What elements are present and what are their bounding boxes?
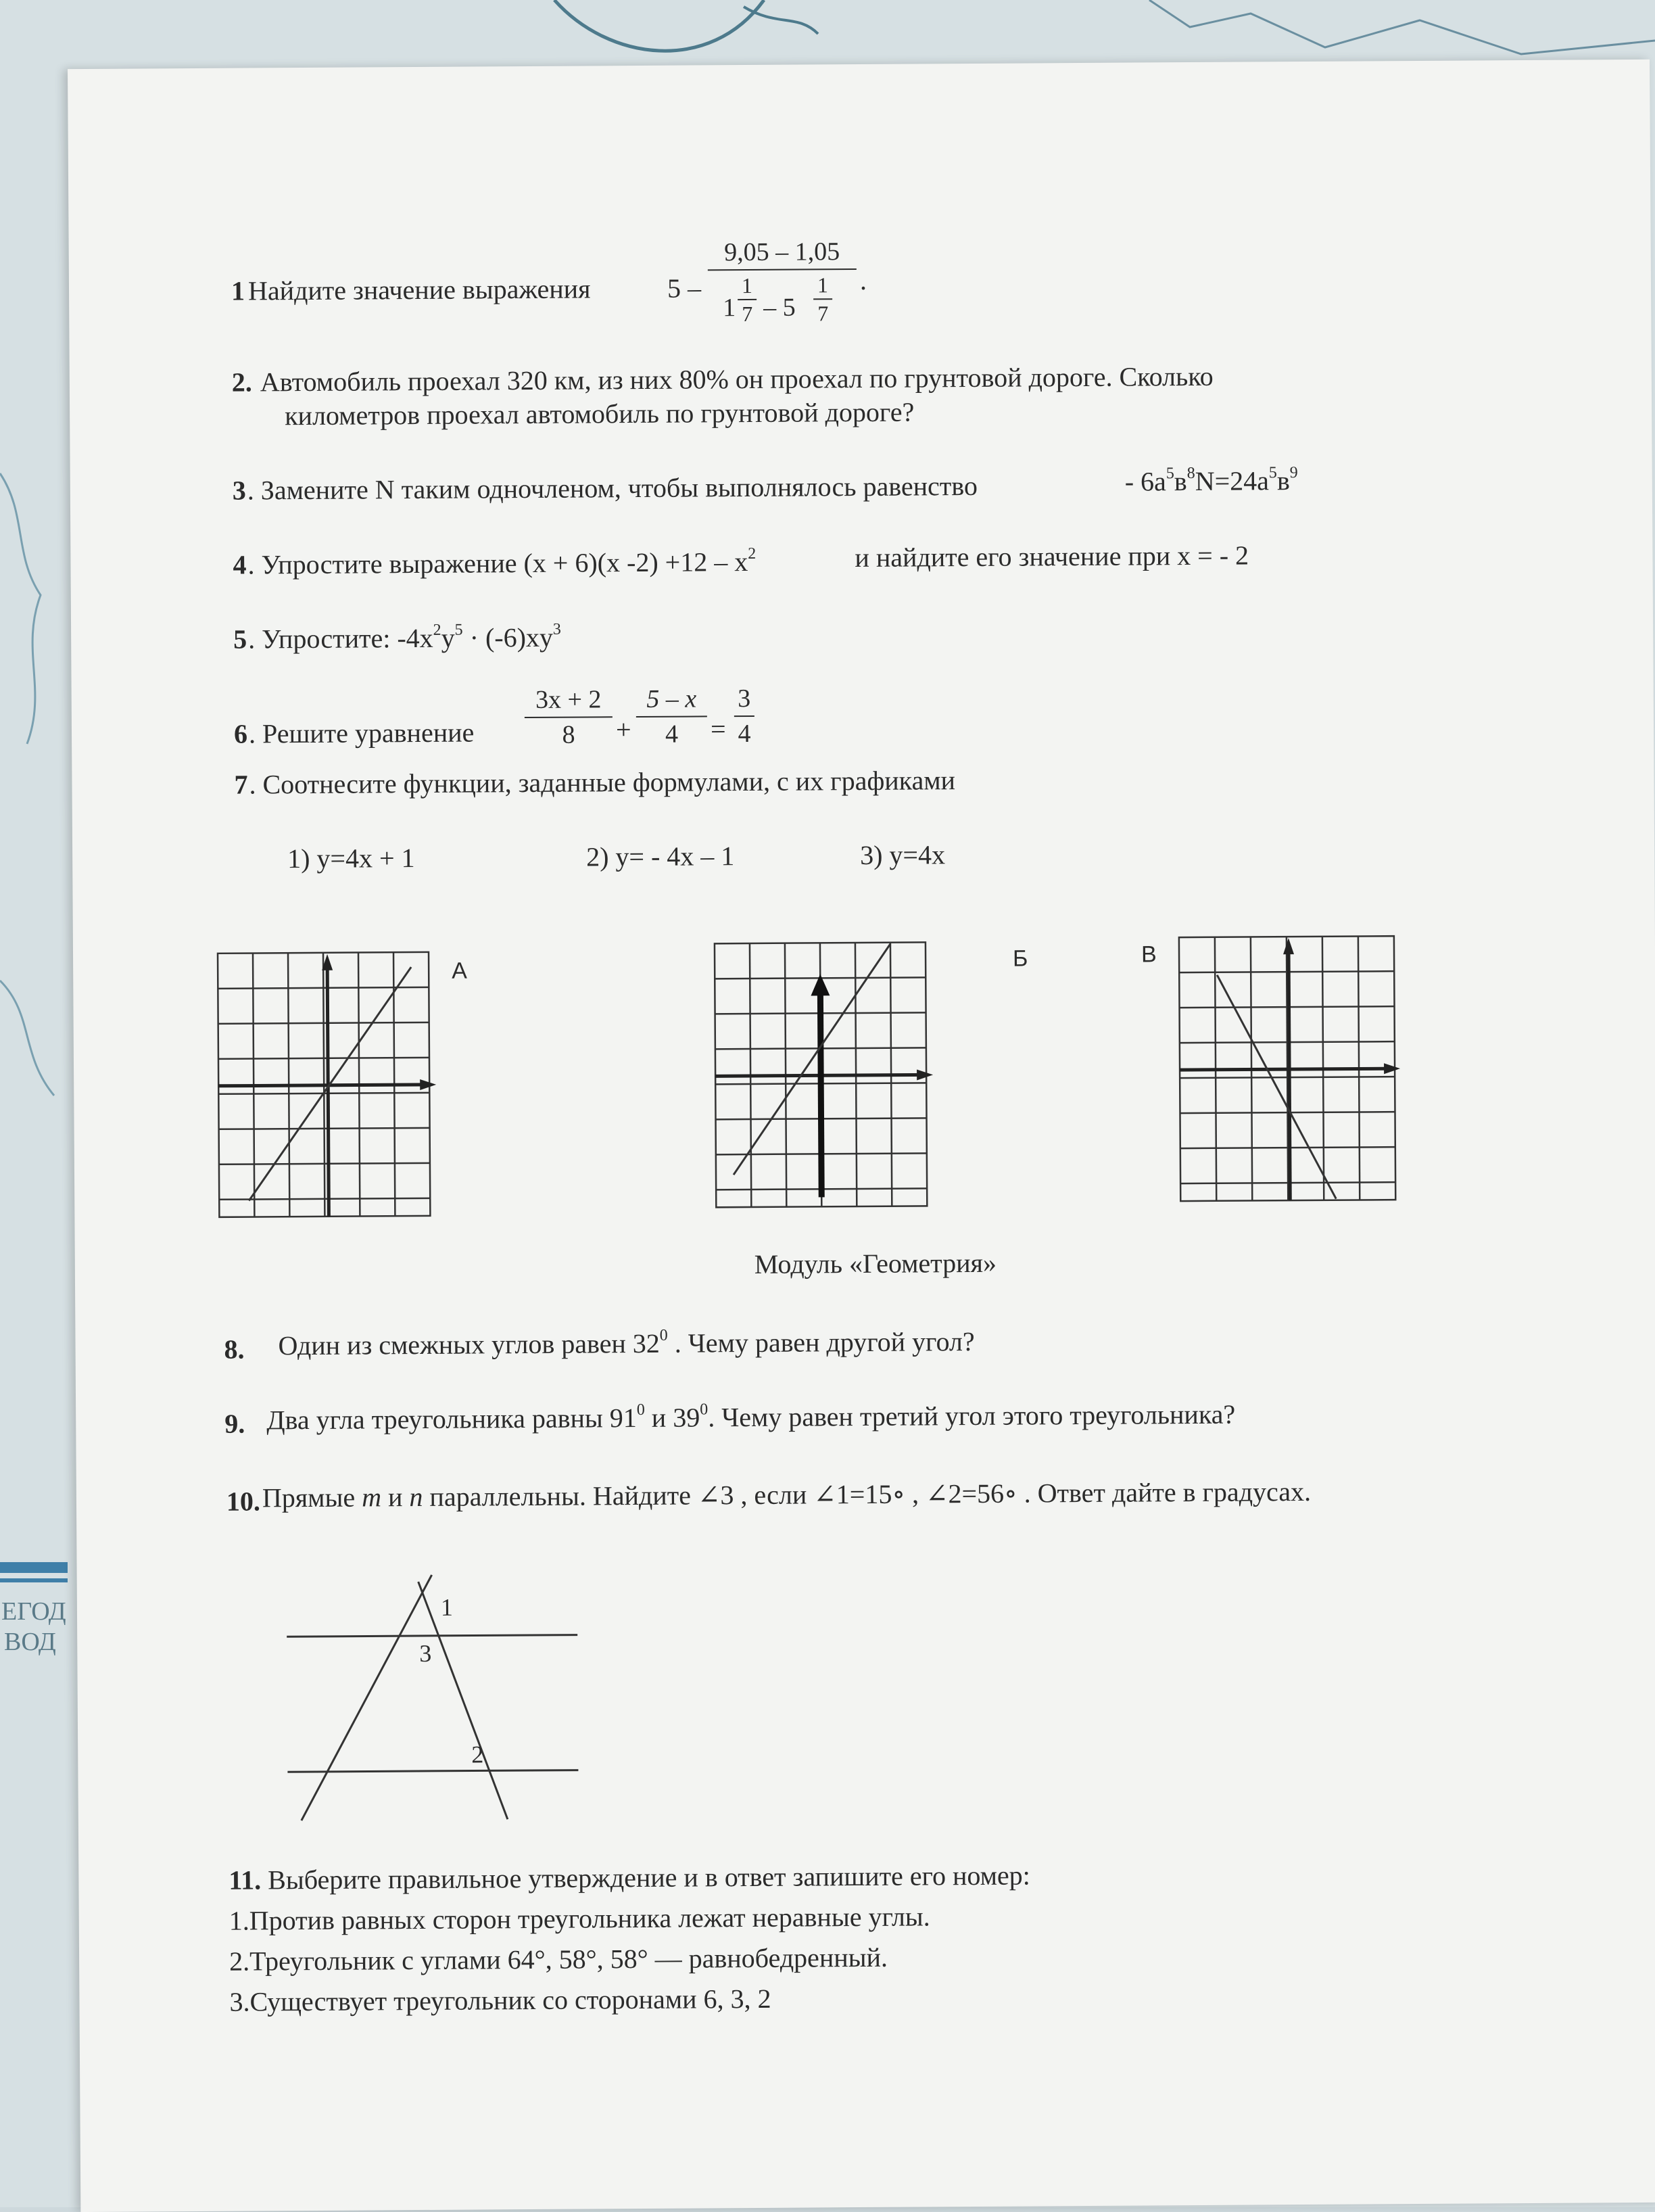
graph-label-a: А: [452, 958, 467, 984]
question-text: Прямые m и n параллельны. Найдите ∠3 , если ∠1=15∘ , ∠2=56∘ . Ответ дайте в градусах.: [262, 1476, 1312, 1513]
question-text: Найдите значение выражения: [247, 273, 591, 306]
graph-a: [215, 949, 439, 1221]
function-option-1: 1) y=4x + 1: [287, 843, 415, 874]
question-number: 1: [231, 275, 245, 306]
question-text: Один из смежных углов равен $32^0$ . Чему равен другой угол?: [278, 1325, 975, 1361]
question-text: . Соотнесите функции, заданные формулами, с их графиками: [249, 765, 956, 800]
main-fraction: [708, 239, 857, 342]
graph-c: [1176, 933, 1401, 1205]
fraction-denominator: 1 1 7 – 5 1 7: [708, 274, 857, 342]
question-6: 6 . Решите уравнение 3x + 2 8 + 5 – x 4 = 3 4: [68, 60, 1650, 69]
angle-label-1: 1: [440, 1593, 454, 1621]
question-text: . Решите уравнение: [248, 717, 475, 749]
question-text-line-1: Автомобиль проехал 320 км, из них 80% он проехал по грунтовой дороге. Сколько: [260, 360, 1214, 398]
question-number: 10.: [226, 1486, 261, 1517]
worksheet-page: [68, 60, 1655, 2212]
svg-text:ВОД: ВОД: [4, 1628, 56, 1656]
question-text: Два угла треугольника равны $91^0$ и $39^0$. Чему равен третий угол этого треугольника?: [266, 1398, 1236, 1436]
fraction-1: 3x + 2 8: [525, 686, 613, 748]
statement-2: 2.Треугольник с углами 64°, 58°, 58° — равнобедренный.: [229, 1942, 888, 1977]
parallel-lines-diagram: [279, 1553, 592, 1826]
graph-b: [712, 939, 936, 1211]
fraction-3: 3 4: [734, 686, 755, 747]
graph-label-b: Б: [1012, 945, 1028, 972]
fraction-numerator: 9,05 – 1,05: [724, 237, 840, 267]
question-text: . Замените N таким одночленом, чтобы выполнялось равенство: [247, 470, 978, 506]
question-number: 7: [234, 769, 248, 800]
question-number: 3: [232, 475, 246, 506]
angle-label-3: 3: [419, 1639, 432, 1668]
question-text: 11. Выберите правильное утверждение и в ответ запишите его номер:: [229, 1860, 1030, 1896]
question-1: 1 Найдите значение выражения 5 – 9,05 – 1,05 1 1 7 – 5 1 7 .: [68, 60, 1650, 69]
graph-label-c: В: [1141, 941, 1157, 968]
question-number: 6: [233, 718, 248, 749]
question-text-tail: и найдите его значение при x = - 2: [855, 540, 1249, 573]
question-number: 9.: [224, 1408, 245, 1439]
module-title: Модуль «Геометрия»: [754, 1247, 997, 1279]
function-option-3: 3) y=4x: [860, 839, 946, 871]
question-number: 2.: [231, 367, 252, 398]
question-number: 5: [233, 623, 247, 655]
question-text-line-2: километров проехал автомобиль по грунтовой дороге?: [285, 396, 915, 431]
statement-3: 3.Существует треугольник со сторонами 6, 3, 2: [229, 1983, 771, 2017]
question-text: . Упростите выражение (x + 6)(x $-2) +12 - x^2$: [247, 544, 757, 580]
svg-text:ЕГОД: ЕГОД: [1, 1597, 66, 1626]
question-number: 8.: [224, 1334, 245, 1365]
equation: - $6a^5в^8N=24a^5в^9$: [1124, 464, 1298, 497]
angle-label-2: 2: [471, 1741, 484, 1768]
question-text: . Упростите: $-4x^2y^5 \cdot (-6)xy^3$: [248, 620, 561, 655]
question-number: 4: [233, 549, 247, 580]
statement-1: 1.Против равных сторон треугольника лежат неравные углы.: [229, 1901, 930, 1936]
expression-lead: 5 –: [667, 273, 702, 304]
function-option-2: 2) y= - 4x – 1: [586, 841, 735, 872]
fraction-2: 5 – x 4: [636, 686, 708, 747]
